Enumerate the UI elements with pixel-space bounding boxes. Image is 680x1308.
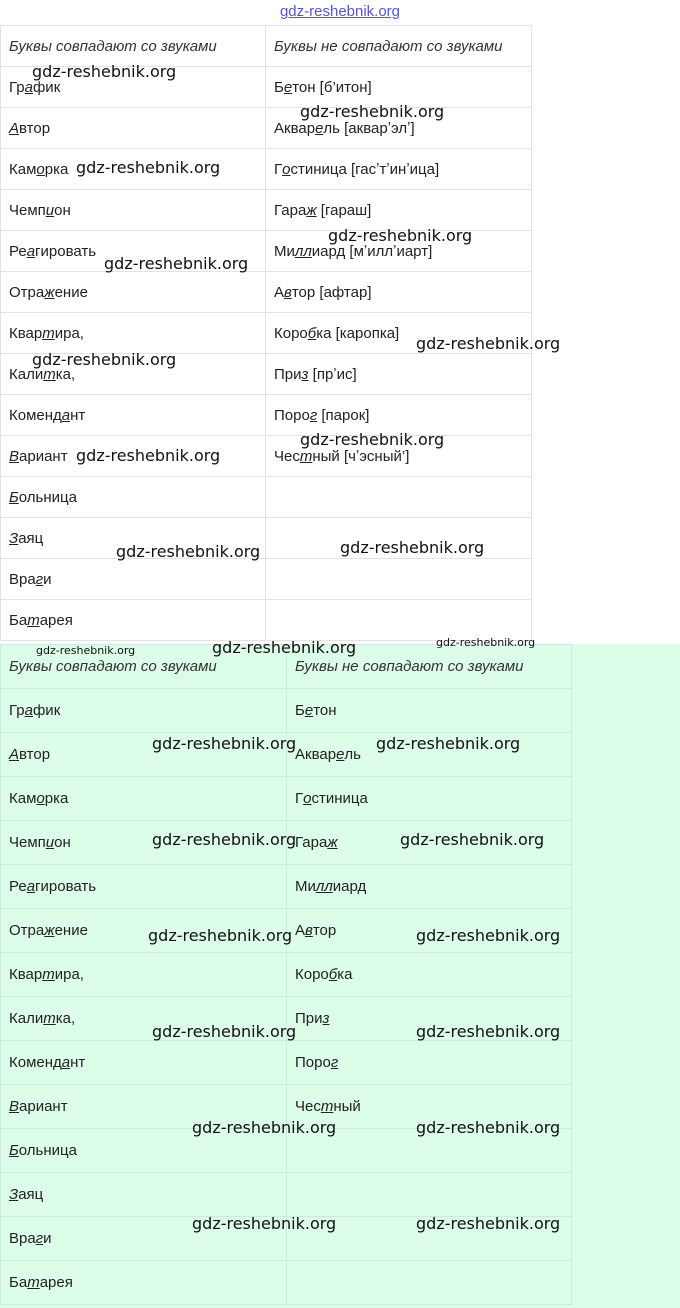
underlined-letter: а bbox=[61, 1054, 71, 1071]
word-part: Аквар bbox=[295, 746, 337, 763]
underlined-letter: б bbox=[307, 324, 317, 342]
table-row bbox=[1, 354, 532, 395]
watermark: gdz-reshebnik.org bbox=[76, 158, 221, 177]
cell-letters-match bbox=[1, 190, 266, 231]
watermark: gdz-reshebnik.org bbox=[148, 926, 293, 945]
watermark: gdz-reshebnik.org bbox=[104, 254, 249, 273]
watermark: gdz-reshebnik.org bbox=[152, 734, 297, 753]
underlined-letter: В bbox=[9, 1098, 20, 1115]
word-part: Квар bbox=[9, 324, 43, 342]
word-part: Ре bbox=[9, 878, 27, 895]
word-part: Коменд bbox=[9, 406, 62, 424]
word-part: Кали bbox=[9, 1010, 44, 1027]
word-part: Вра bbox=[9, 1230, 36, 1247]
word-part: и bbox=[43, 570, 52, 588]
word-part: аяц bbox=[18, 1186, 44, 1203]
word-part: Аквар bbox=[274, 119, 316, 137]
word-part: втор bbox=[19, 746, 51, 763]
header-letters-match: Буквы совпадают со звуками bbox=[1, 645, 287, 689]
cell-letters-mismatch bbox=[287, 1261, 572, 1305]
table-row bbox=[1, 67, 532, 108]
word-part: Б bbox=[295, 702, 305, 719]
word-part: нт bbox=[70, 406, 86, 424]
site-title[interactable]: gdz-reshebnik.org bbox=[279, 3, 401, 20]
word-part: аяц bbox=[18, 529, 44, 547]
cell-letters-match bbox=[1, 477, 266, 518]
underlined-letter: Б bbox=[9, 1142, 19, 1159]
word-part: Чес bbox=[295, 1098, 321, 1115]
word-part: А bbox=[274, 283, 285, 301]
word-part: Отра bbox=[9, 283, 45, 301]
cell-letters-match bbox=[1, 108, 266, 149]
table-row bbox=[1, 559, 532, 600]
underlined-letter: о bbox=[36, 160, 45, 178]
cell-letters-mismatch bbox=[266, 231, 532, 272]
word-part: Гр bbox=[9, 78, 25, 96]
word-part: арея bbox=[39, 1274, 73, 1291]
word-part: Б bbox=[274, 78, 284, 96]
cell-letters-mismatch bbox=[266, 559, 532, 600]
table-phonetics-plain bbox=[0, 644, 572, 1305]
watermark: gdz-reshebnik.org bbox=[416, 1118, 561, 1137]
cell-letters-mismatch bbox=[266, 600, 532, 641]
word-part: Ми bbox=[274, 242, 295, 260]
cell-letters-match bbox=[1, 559, 266, 600]
table-header-row bbox=[1, 26, 532, 67]
table-row bbox=[1, 1173, 572, 1217]
cell-letters-match bbox=[1, 1085, 287, 1129]
cell-letters-mismatch bbox=[266, 272, 532, 313]
word-part: Вра bbox=[9, 570, 36, 588]
cell-letters-mismatch bbox=[266, 436, 532, 477]
word-part: Гр bbox=[9, 702, 25, 719]
cell-letters-match bbox=[1, 733, 287, 777]
cell-letters-mismatch bbox=[287, 689, 572, 733]
watermark: gdz-reshebnik.org bbox=[416, 334, 561, 353]
underlined-letter: т bbox=[42, 324, 55, 342]
cell-letters-mismatch bbox=[287, 733, 572, 777]
word-part: тор [афтар] bbox=[291, 283, 372, 301]
site-header bbox=[0, 0, 680, 26]
cell-letters-mismatch bbox=[266, 67, 532, 108]
underlined-letter: о bbox=[303, 790, 312, 807]
cell-letters-match bbox=[1, 777, 287, 821]
word-part: Гара bbox=[295, 834, 328, 851]
cell-letters-match bbox=[1, 395, 266, 436]
watermark: gdz-reshebnik.org bbox=[32, 350, 177, 369]
word-part: Гара bbox=[274, 201, 307, 219]
table-row bbox=[1, 865, 572, 909]
word-part: ира, bbox=[54, 966, 84, 983]
word-part: ение bbox=[54, 922, 88, 939]
word-part: [гараш] bbox=[316, 201, 372, 219]
cell-letters-mismatch bbox=[287, 821, 572, 865]
table-row bbox=[1, 1261, 572, 1305]
word-part: ный [чʼэсный’] bbox=[312, 447, 410, 465]
watermark: gdz-reshebnik.org bbox=[152, 830, 297, 849]
word-part: Г bbox=[295, 790, 304, 807]
word-part: тон [б’итон] bbox=[292, 78, 372, 96]
underlined-letter: а bbox=[26, 878, 36, 895]
underlined-letter: т bbox=[42, 966, 55, 983]
underlined-letter: г bbox=[309, 406, 318, 424]
table-body bbox=[1, 689, 572, 1305]
underlined-letter: е bbox=[315, 119, 324, 137]
underlined-letter: В bbox=[9, 447, 20, 465]
cell-letters-match bbox=[1, 997, 287, 1041]
word-part: гировать bbox=[35, 878, 97, 895]
word-part: тор bbox=[312, 922, 337, 939]
underlined-letter: в bbox=[284, 283, 292, 301]
underlined-letter: е bbox=[283, 78, 293, 96]
cell-letters-mismatch bbox=[266, 190, 532, 231]
cell-letters-mismatch bbox=[287, 865, 572, 909]
watermark: gdz-reshebnik.org bbox=[416, 1214, 561, 1233]
underlined-letter: в bbox=[305, 922, 313, 939]
underlined-letter: т bbox=[43, 365, 56, 383]
table-row bbox=[1, 953, 572, 997]
word-part: Кам bbox=[9, 790, 37, 807]
cell-letters-mismatch bbox=[266, 149, 532, 190]
word-part: втор bbox=[19, 119, 51, 137]
table-row bbox=[1, 436, 532, 477]
underlined-letter: е bbox=[336, 746, 345, 763]
word-part: Поро bbox=[274, 406, 310, 424]
word-part: ариант bbox=[19, 1098, 68, 1115]
underlined-letter: лл bbox=[315, 878, 333, 895]
word-part: нт bbox=[70, 1054, 86, 1071]
cell-letters-match bbox=[1, 231, 266, 272]
cell-letters-match bbox=[1, 149, 266, 190]
underlined-letter: г bbox=[35, 1230, 44, 1247]
watermark: gdz-reshebnik.org bbox=[76, 446, 221, 465]
word-part: гировать bbox=[35, 242, 97, 260]
word-part: Отра bbox=[9, 922, 45, 939]
underlined-letter: б bbox=[328, 966, 338, 983]
cell-letters-mismatch bbox=[266, 395, 532, 436]
underlined-letter: ж bbox=[327, 834, 338, 851]
watermark: gdz-reshebnik.org bbox=[340, 538, 485, 557]
word-part: арея bbox=[39, 611, 73, 629]
watermark: gdz-reshebnik.org bbox=[300, 102, 445, 121]
cell-letters-mismatch bbox=[287, 1085, 572, 1129]
word-part: Кали bbox=[9, 365, 44, 383]
underlined-letter: з bbox=[322, 1010, 330, 1027]
cell-letters-mismatch bbox=[287, 997, 572, 1041]
word-part: фик bbox=[32, 78, 61, 96]
header-letters-mismatch: Буквы не совпадают со звуками bbox=[287, 645, 572, 689]
underlined-letter: и bbox=[45, 834, 55, 851]
cell-letters-mismatch bbox=[266, 518, 532, 559]
word-part: и bbox=[43, 1230, 52, 1247]
word-part: ка, bbox=[55, 1010, 76, 1027]
word-part: Коро bbox=[295, 966, 329, 983]
word-part: Ба bbox=[9, 611, 28, 629]
table-row bbox=[1, 821, 572, 865]
word-part: А bbox=[295, 922, 306, 939]
word-part: ение bbox=[54, 283, 88, 301]
word-part: Чес bbox=[274, 447, 300, 465]
underlined-letter: и bbox=[45, 201, 55, 219]
cell-letters-mismatch bbox=[287, 953, 572, 997]
underlined-letter: З bbox=[9, 529, 19, 547]
watermark: gdz-reshebnik.org bbox=[376, 734, 521, 753]
table-body bbox=[1, 67, 532, 641]
word-part: рка bbox=[44, 790, 69, 807]
underlined-letter: т bbox=[43, 1010, 56, 1027]
table-row bbox=[1, 518, 532, 559]
table-header-row bbox=[1, 645, 572, 689]
watermark: gdz-reshebnik.org bbox=[416, 1022, 561, 1041]
watermark: gdz-reshebnik.org bbox=[36, 644, 136, 657]
table-row bbox=[1, 777, 572, 821]
word-part: Кам bbox=[9, 160, 37, 178]
underlined-letter: а bbox=[24, 702, 33, 719]
underlined-letter: А bbox=[9, 746, 20, 763]
table-row bbox=[1, 689, 572, 733]
header-letters-match: Буквы совпадают со звуками bbox=[1, 26, 266, 67]
table-row bbox=[1, 149, 532, 190]
table-phonetics-transcribed bbox=[0, 25, 532, 641]
table-row bbox=[1, 1085, 572, 1129]
cell-letters-match bbox=[1, 1217, 287, 1261]
word-part: ира, bbox=[54, 324, 84, 342]
word-part: Ми bbox=[295, 878, 316, 895]
table-row bbox=[1, 1217, 572, 1261]
cell-letters-match bbox=[1, 313, 266, 354]
word-part: Коро bbox=[274, 324, 308, 342]
word-part: ольница bbox=[18, 488, 77, 506]
underlined-letter: г bbox=[330, 1054, 339, 1071]
underlined-letter: ж bbox=[44, 922, 55, 939]
cell-letters-mismatch bbox=[287, 1173, 572, 1217]
word-part: фик bbox=[32, 702, 61, 719]
cell-letters-mismatch bbox=[266, 354, 532, 395]
watermark: gdz-reshebnik.org bbox=[416, 926, 561, 945]
table-row bbox=[1, 477, 532, 518]
cell-letters-mismatch bbox=[266, 108, 532, 149]
word-part: он bbox=[54, 834, 71, 851]
cell-letters-match bbox=[1, 1129, 287, 1173]
cell-letters-match bbox=[1, 909, 287, 953]
table-row bbox=[1, 108, 532, 149]
table-row bbox=[1, 231, 532, 272]
table-row bbox=[1, 313, 532, 354]
underlined-letter: ж bbox=[306, 201, 317, 219]
underlined-letter: а bbox=[26, 242, 36, 260]
watermark: gdz-reshebnik.org bbox=[192, 1118, 337, 1137]
cell-letters-mismatch bbox=[287, 909, 572, 953]
table-row bbox=[1, 190, 532, 231]
word-part: При bbox=[274, 365, 302, 383]
word-part: [прʼис] bbox=[308, 365, 357, 383]
table-row bbox=[1, 909, 572, 953]
word-part: Квар bbox=[9, 966, 43, 983]
underlined-letter: ж bbox=[44, 283, 55, 301]
cell-letters-mismatch bbox=[266, 313, 532, 354]
word-part: тон bbox=[313, 702, 337, 719]
word-part: ка bbox=[337, 966, 353, 983]
header-letters-mismatch: Буквы не совпадают со звуками bbox=[266, 26, 532, 67]
word-part: ль bbox=[344, 746, 361, 763]
word-part: стиница bbox=[311, 790, 368, 807]
underlined-letter: З bbox=[9, 1186, 19, 1203]
word-part: Ре bbox=[9, 242, 27, 260]
word-part: рка bbox=[44, 160, 69, 178]
watermark: gdz-reshebnik.org bbox=[152, 1022, 297, 1041]
table-row bbox=[1, 1129, 572, 1173]
watermark: gdz-reshebnik.org bbox=[212, 638, 357, 657]
underlined-letter: т bbox=[320, 1098, 334, 1115]
word-part: иард [мʼиллʼиарт] bbox=[311, 242, 433, 260]
word-part: ка [каропка] bbox=[316, 324, 400, 342]
underlined-letter: т bbox=[27, 1274, 40, 1291]
cell-letters-match bbox=[1, 272, 266, 313]
cell-letters-match bbox=[1, 1261, 287, 1305]
watermark: gdz-reshebnik.org bbox=[400, 830, 545, 849]
word-part: Чемп bbox=[9, 201, 46, 219]
word-part: При bbox=[295, 1010, 323, 1027]
word-part: стиница [гасʼтʼинʼица] bbox=[290, 160, 440, 178]
word-part: ный bbox=[333, 1098, 361, 1115]
underlined-letter: з bbox=[301, 365, 309, 383]
underlined-letter: а bbox=[61, 406, 71, 424]
table-row bbox=[1, 997, 572, 1041]
word-part: Поро bbox=[295, 1054, 331, 1071]
word-part: [парок] bbox=[317, 406, 370, 424]
watermark: gdz-reshebnik.org bbox=[328, 226, 473, 245]
cell-letters-match bbox=[1, 436, 266, 477]
word-part: ка, bbox=[55, 365, 76, 383]
watermark: gdz-reshebnik.org bbox=[300, 430, 445, 449]
underlined-letter: е bbox=[304, 702, 314, 719]
underlined-letter: т bbox=[299, 447, 313, 465]
word-part: Г bbox=[274, 160, 283, 178]
underlined-letter: г bbox=[35, 570, 44, 588]
word-part: Ба bbox=[9, 1274, 28, 1291]
word-part: ариант bbox=[19, 447, 68, 465]
underlined-letter: а bbox=[24, 78, 33, 96]
table-row bbox=[1, 272, 532, 313]
watermark: gdz-reshebnik.org bbox=[436, 636, 536, 649]
underlined-letter: А bbox=[9, 119, 20, 137]
underlined-letter: лл bbox=[294, 242, 312, 260]
cell-letters-mismatch bbox=[287, 777, 572, 821]
table-row bbox=[1, 1041, 572, 1085]
cell-letters-mismatch bbox=[287, 1129, 572, 1173]
word-part: Коменд bbox=[9, 1054, 62, 1071]
word-part: Чемп bbox=[9, 834, 46, 851]
table-row bbox=[1, 600, 532, 641]
cell-letters-match bbox=[1, 821, 287, 865]
cell-letters-mismatch bbox=[287, 1041, 572, 1085]
cell-letters-match bbox=[1, 689, 287, 733]
underlined-letter: о bbox=[36, 790, 45, 807]
word-part: иард bbox=[332, 878, 367, 895]
cell-letters-match bbox=[1, 600, 266, 641]
watermark: gdz-reshebnik.org bbox=[192, 1214, 337, 1233]
cell-letters-match bbox=[1, 865, 287, 909]
cell-letters-match bbox=[1, 1041, 287, 1085]
underlined-letter: Б bbox=[9, 488, 19, 506]
underlined-letter: о bbox=[282, 160, 291, 178]
cell-letters-match bbox=[1, 67, 266, 108]
cell-letters-match bbox=[1, 354, 266, 395]
cell-letters-match bbox=[1, 1173, 287, 1217]
cell-letters-mismatch bbox=[287, 1217, 572, 1261]
cell-letters-mismatch bbox=[266, 477, 532, 518]
watermark: gdz-reshebnik.org bbox=[116, 542, 261, 561]
table-row bbox=[1, 395, 532, 436]
table-row bbox=[1, 733, 572, 777]
underlined-letter: т bbox=[27, 611, 40, 629]
word-part: ольница bbox=[18, 1142, 77, 1159]
word-part: ль [акварʼэлʼ] bbox=[323, 119, 415, 137]
cell-letters-match bbox=[1, 953, 287, 997]
watermark: gdz-reshebnik.org bbox=[32, 62, 177, 81]
word-part: он bbox=[54, 201, 71, 219]
cell-letters-match bbox=[1, 518, 266, 559]
